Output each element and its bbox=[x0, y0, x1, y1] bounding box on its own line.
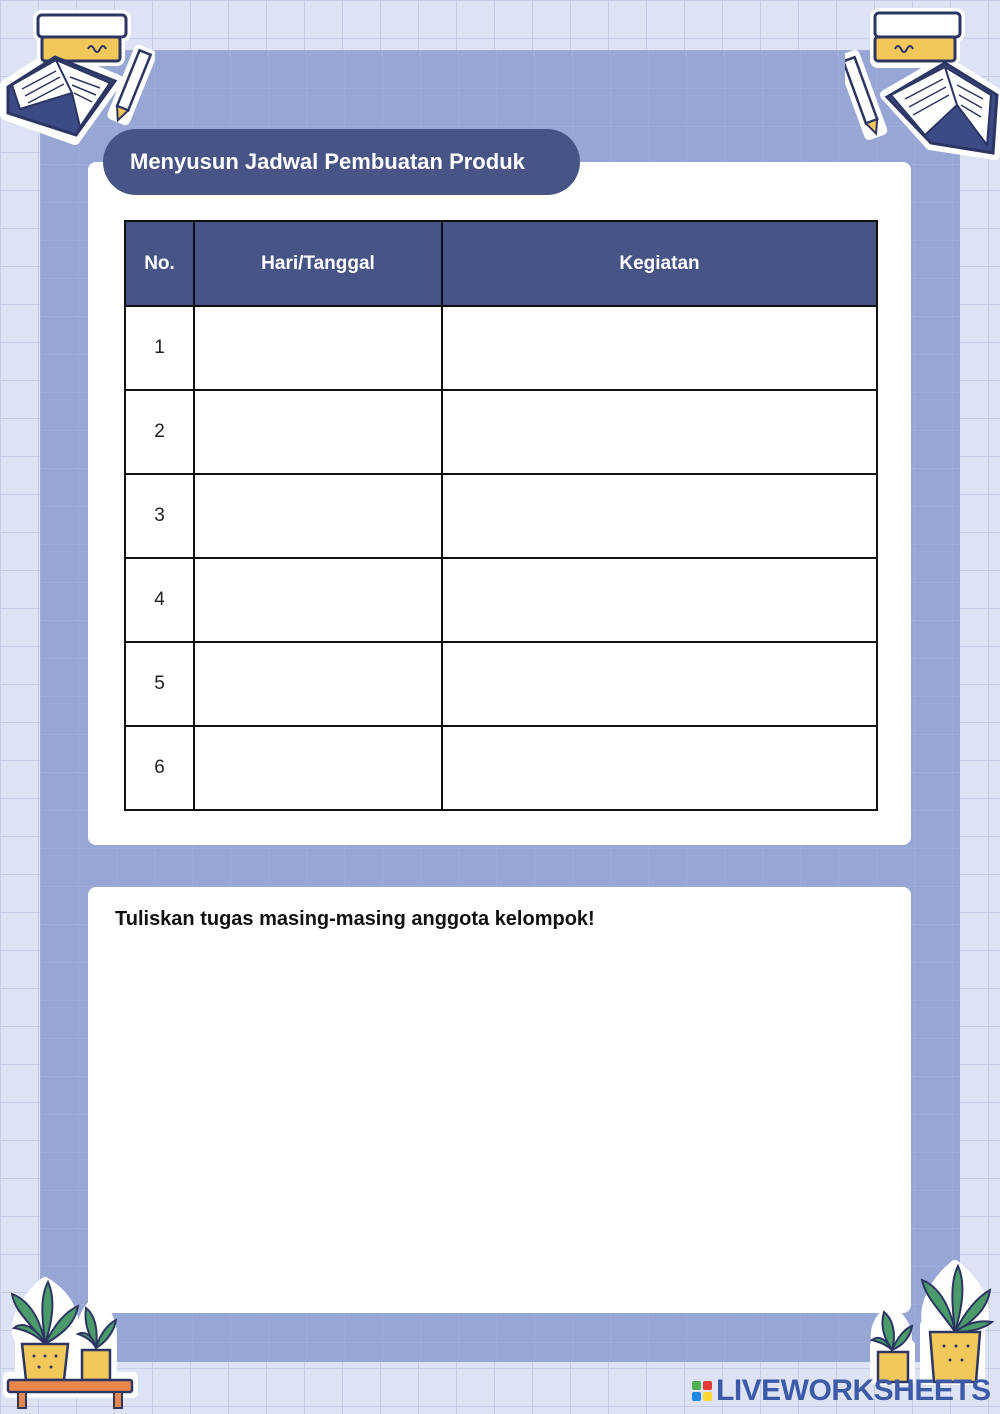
row-number: 4 bbox=[125, 558, 194, 642]
table-row bbox=[125, 306, 877, 390]
date-input-cell[interactable] bbox=[194, 726, 442, 810]
potted-plants-icon bbox=[860, 1260, 1000, 1385]
header-no: No. bbox=[125, 221, 194, 306]
row-number: 3 bbox=[125, 474, 194, 558]
table-row bbox=[125, 642, 877, 726]
liveworksheets-logo bbox=[692, 1376, 991, 1406]
table-row bbox=[125, 558, 877, 642]
header-date: Hari/Tanggal bbox=[194, 221, 442, 306]
table-row bbox=[125, 726, 877, 810]
liveworksheets-logo-icon bbox=[692, 1381, 712, 1401]
activity-input-cell[interactable] bbox=[442, 558, 877, 642]
date-input-cell[interactable] bbox=[194, 558, 442, 642]
activity-input-cell[interactable] bbox=[442, 306, 877, 390]
activity-input-cell[interactable] bbox=[442, 726, 877, 810]
date-input-cell[interactable] bbox=[194, 474, 442, 558]
date-input-cell[interactable] bbox=[194, 642, 442, 726]
row-number: 6 bbox=[125, 726, 194, 810]
schedule-table bbox=[124, 220, 878, 811]
worksheet-title: Menyusun Jadwal Pembuatan Produk bbox=[103, 129, 580, 195]
instruction-text: Tuliskan tugas masing-masing anggota kelompok! bbox=[115, 908, 595, 930]
table-header-row bbox=[125, 221, 877, 306]
activity-input-cell[interactable] bbox=[442, 390, 877, 474]
brand-name: LIVEWORKSHEETS bbox=[716, 1374, 991, 1407]
activity-input-cell[interactable] bbox=[442, 642, 877, 726]
date-input-cell[interactable] bbox=[194, 390, 442, 474]
row-number: 2 bbox=[125, 390, 194, 474]
header-activity: Kegiatan bbox=[442, 221, 877, 306]
date-input-cell[interactable] bbox=[194, 306, 442, 390]
potted-plants-icon bbox=[0, 1272, 140, 1414]
activity-input-cell[interactable] bbox=[442, 474, 877, 558]
books-pencil-icon bbox=[845, 5, 1000, 165]
answer-area[interactable] bbox=[88, 887, 911, 1313]
row-number: 5 bbox=[125, 642, 194, 726]
table-row bbox=[125, 474, 877, 558]
row-number: 1 bbox=[125, 306, 194, 390]
table-row bbox=[125, 390, 877, 474]
